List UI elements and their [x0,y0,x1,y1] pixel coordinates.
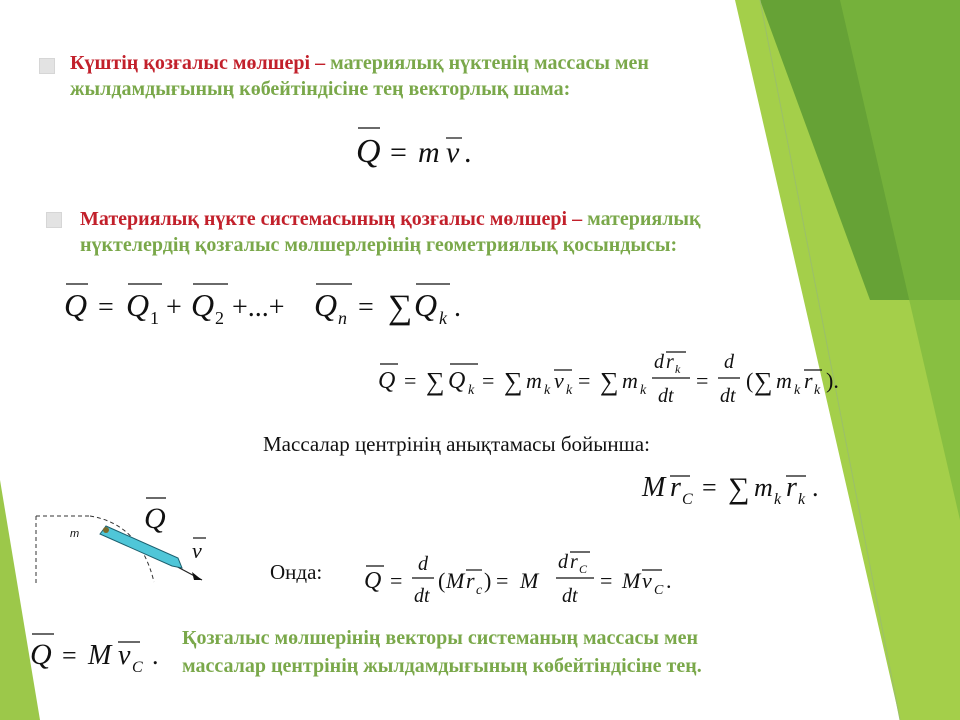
svg-text:k: k [794,383,801,398]
svg-text:k: k [675,362,681,376]
formula-derivative-sum [374,346,874,416]
svg-text:.: . [152,641,159,670]
svg-text:r: r [804,368,813,393]
svg-text:∑: ∑ [426,367,445,396]
svg-text:d: d [654,351,664,373]
formula-final-derivative [362,546,692,610]
svg-text:Q: Q [414,287,438,323]
svg-text:r: r [786,472,797,503]
svg-text:C: C [682,491,693,508]
svg-text:=: = [702,473,717,502]
svg-text:v: v [118,640,131,671]
svg-text:=: = [404,368,417,393]
svg-text:=: = [98,292,114,323]
svg-text:v: v [554,368,564,393]
conclusion-text [182,624,902,680]
svg-text:k: k [774,491,782,508]
definition-1-line1: материялық нүктенің массасы мен [330,52,649,74]
svg-text:∑: ∑ [504,367,523,396]
bullet-2 [46,212,62,228]
formula-center-mass [640,462,840,510]
svg-text:.: . [454,292,461,323]
svg-text:M: M [446,568,465,593]
svg-text:.: . [464,136,472,169]
svg-text:dt: dt [658,385,674,407]
svg-text:M: M [622,568,641,593]
svg-text:.: . [666,568,672,593]
svg-text:=: = [62,641,77,670]
bullet-1 [39,58,55,74]
svg-text:∑: ∑ [728,472,750,505]
svg-text:+...+: +...+ [232,292,285,323]
svg-text:).: ). [826,368,839,393]
svg-text:M: M [88,640,112,671]
formula-q-mvc [28,628,178,676]
svg-text:Q: Q [448,368,466,394]
svg-text:=: = [482,368,495,393]
svg-text:r: r [670,472,681,503]
svg-text:k: k [544,383,551,398]
svg-text:r: r [570,551,578,573]
svg-text:∑: ∑ [600,367,619,396]
svg-text:k: k [468,383,475,398]
svg-text:m: m [418,136,440,169]
conclusion-line2: массалар центрінің жылдамдығының көбейтіндісіне тең. [182,655,702,677]
svg-text:Q: Q [126,287,150,323]
svg-text:d: d [558,551,568,573]
svg-text:.: . [812,473,819,502]
svg-text:m: m [622,368,638,393]
svg-text:k: k [798,491,806,508]
svg-text:1: 1 [150,308,159,328]
svg-text:(: ( [746,368,754,393]
svg-text:(: ( [438,568,446,593]
label-q-figure [142,494,172,534]
conclusion-line1: Қозғалыс мөлшерінің векторы системаның массасы мен [182,627,699,649]
dash-2: – [567,208,588,230]
velocity-label-text: v [192,538,202,563]
svg-text:): ) [484,568,492,593]
svg-text:Q: Q [356,133,381,170]
svg-text:Q: Q [64,287,88,323]
svg-text:M: M [520,568,539,593]
svg-text:2: 2 [215,308,224,328]
svg-text:∑: ∑ [388,289,413,326]
svg-text:=: = [390,136,407,169]
definition-momentum [70,50,870,102]
svg-text:Q: Q [378,368,396,394]
svg-text:=: = [696,368,709,393]
svg-text:∑: ∑ [754,367,773,396]
svg-text:=: = [390,568,403,593]
svg-text:dt: dt [720,385,736,407]
svg-text:v: v [642,568,652,593]
svg-text:M: M [642,472,666,503]
svg-text:=: = [600,568,613,593]
mass-label: m [70,528,80,540]
definition-system-momentum [80,206,940,258]
svg-text:d: d [418,553,428,575]
svg-text:d: d [724,351,734,373]
svg-text:Q: Q [364,568,382,594]
svg-text:r: r [466,568,475,593]
svg-text:m: m [754,473,773,502]
definition-1-line2: жылдамдығының көбейтіндісіне тең векторлық шама: [70,78,571,100]
definition-2-line1: материялық [587,208,701,230]
svg-text:=: = [496,568,509,593]
svg-text:Q: Q [30,638,52,671]
then-label: Онда: [270,560,323,584]
svg-text:k: k [439,308,447,328]
dash-1: – [310,52,331,74]
momentum-label-text: Q [144,502,166,535]
svg-text:=: = [578,368,591,393]
svg-text:k: k [566,383,573,398]
svg-text:c: c [476,583,483,598]
svg-text:n: n [338,308,347,328]
svg-text:k: k [640,383,647,398]
svg-text:Q: Q [314,287,338,323]
svg-text:dt: dt [562,585,578,607]
term-momentum: Күштің қозғалыс мөлшері [70,52,311,74]
label-v-figure [190,534,210,562]
svg-text:C: C [579,562,588,576]
formula-q-mv [350,122,480,174]
term-system-momentum: Материялық нүкте системасының қозғалыс мөлшері [80,208,568,230]
svg-text:m: m [526,368,542,393]
formula-sum-q [58,276,488,334]
svg-text:=: = [358,292,374,323]
svg-text:m: m [776,368,792,393]
svg-text:+: + [166,292,182,323]
svg-text:r: r [666,351,674,373]
svg-text:Q: Q [191,287,215,323]
center-mass-definition-text: Массалар центрінің анықтамасы бойынша: [263,432,650,456]
svg-text:v: v [446,136,460,169]
svg-text:C: C [654,583,664,598]
definition-2-line2: нүктелердің қозғалыс мөлшерлерінің геометриялық қосындысы: [80,234,678,256]
svg-text:k: k [814,383,821,398]
svg-text:C: C [132,659,143,676]
svg-text:dt: dt [414,585,430,607]
mass-point [103,527,109,533]
